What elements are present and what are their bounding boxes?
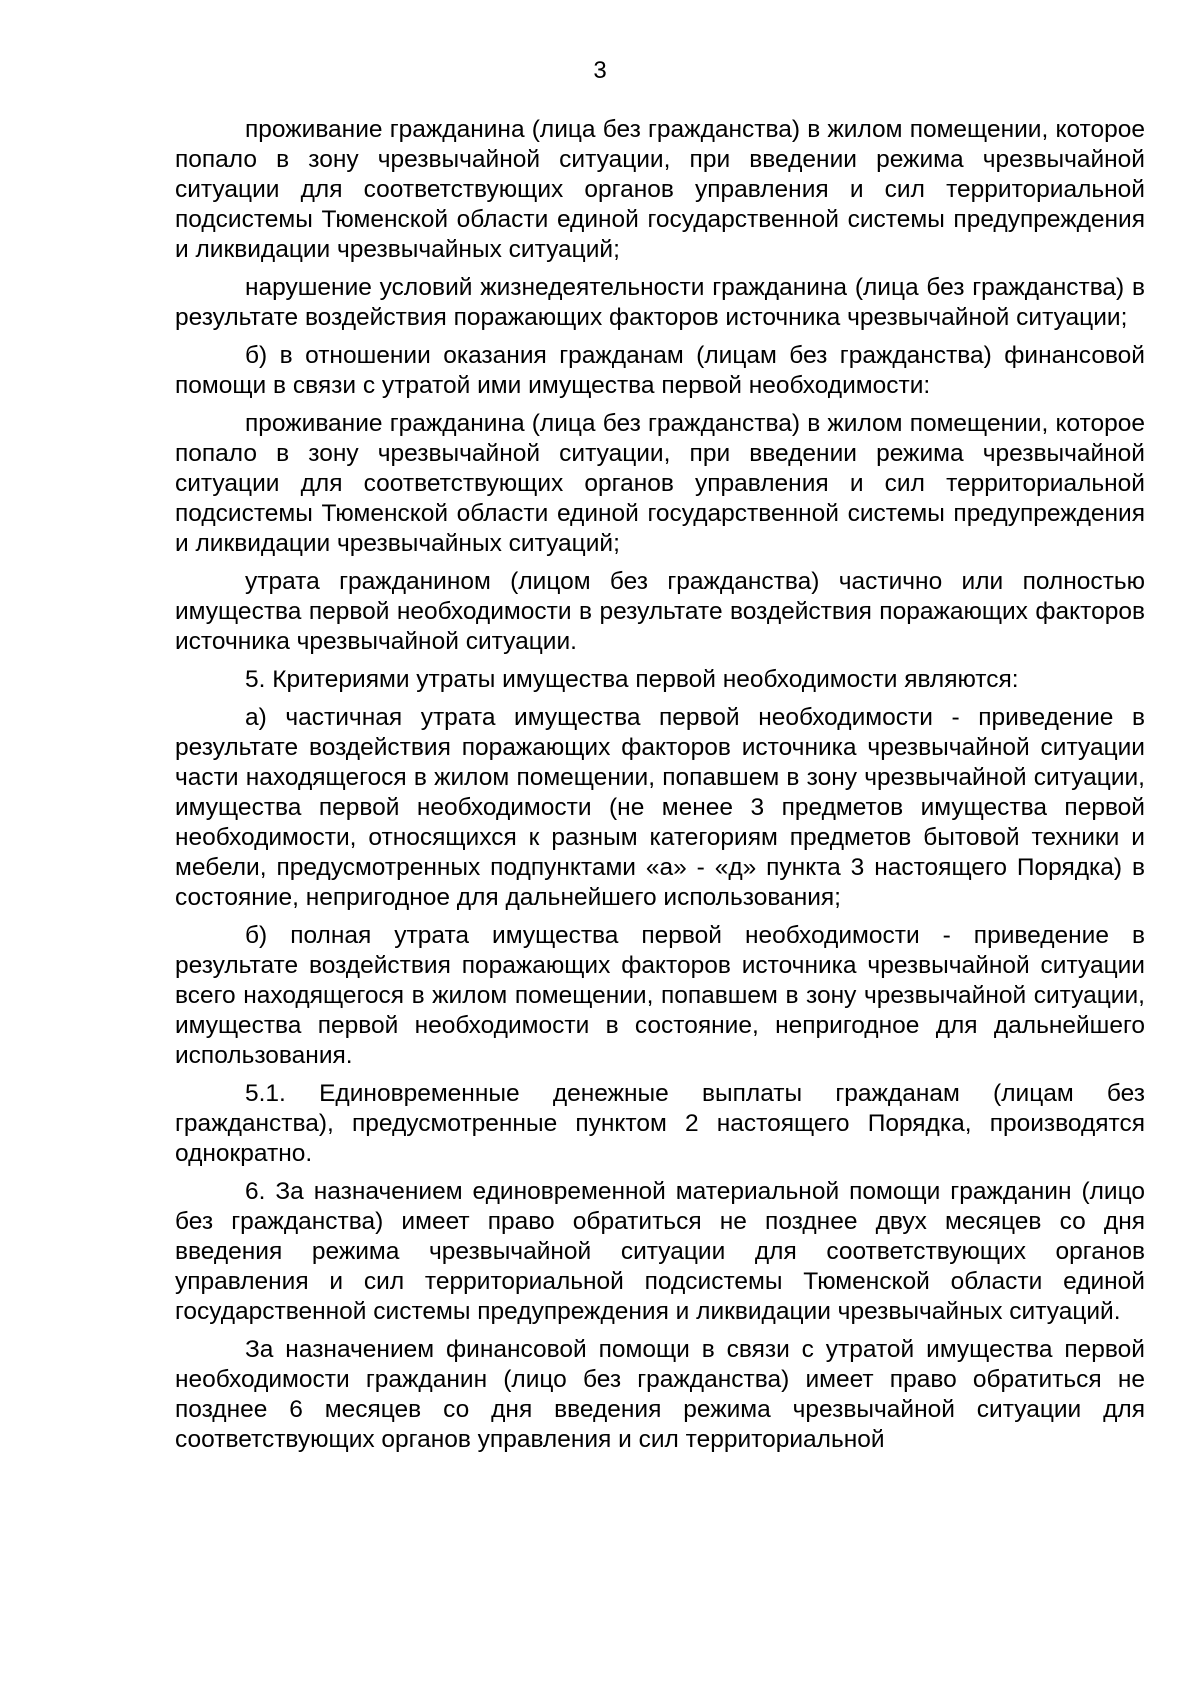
paragraph-partial-loss: а) частичная утрата имущества первой необходимости - приведение в результате воздействия поражающих факторов источника чрезвычайной ситуации части находящегося в жилом помещении, попавшем в зону чрезвычайной ситуации, имущества первой необходимости (не менее 3 предметов имущества первой необходимости, относящихся к разным категориям предметов бытовой техники и мебели, предусмотренных подпунктами «а» - «д» пункта 3 настоящего Порядка) в состояние, непригодное для дальнейшего использования; xyxy=(175,704,1145,911)
document-body xyxy=(175,115,1145,1463)
paragraph-item-5: 5. Критериями утраты имущества первой необходимости являются: xyxy=(245,666,1019,693)
paragraph-item-6: 6. За назначением единовременной материальной помощи гражданин (лицо без гражданства) имеет право обратиться не позднее двух месяцев со дня введения режима чрезвычайной ситуации для соответствующих органов управления и сил территориальной подсистемы Тюменской области единой государственной системы предупреждения и ликвидации чрезвычайных ситуаций. xyxy=(175,1178,1145,1325)
paragraph-property-loss: утрата гражданином (лицом без гражданства) частично или полностью имущества первой необходимости в результате воздействия поражающих факторов источника чрезвычайной ситуации. xyxy=(175,568,1145,655)
page-number: 3 xyxy=(593,57,607,84)
paragraph-residence-2: проживание гражданина (лица без гражданства) в жилом помещении, которое попало в зону чрезвычайной ситуации, при введении режима чрезвычайной ситуации для соответствующих органов управления и сил территориальной подсистемы Тюменской области единой государственной системы предупреждения и ликвидации чрезвычайных ситуаций; xyxy=(175,410,1145,557)
paragraph-item-5-1: 5.1. Единовременные денежные выплаты гражданам (лицам без гражданства), предусмотренные пунктом 2 настоящего Порядка, производятся однократно. xyxy=(175,1080,1145,1167)
paragraph-living-conditions: нарушение условий жизнедеятельности гражданина (лица без гражданства) в результате воздействия поражающих факторов источника чрезвычайной ситуации; xyxy=(175,274,1145,331)
paragraph-residence-1: проживание гражданина (лица без гражданства) в жилом помещении, которое попало в зону чрезвычайной ситуации, при введении режима чрезвычайной ситуации для соответствующих органов управления и сил территориальной подсистемы Тюменской области единой государственной системы предупреждения и ликвидации чрезвычайных ситуаций; xyxy=(175,116,1145,263)
paragraph-financial-aid-deadline: За назначением финансовой помощи в связи с утратой имущества первой необходимости гражданин (лицо без гражданства) имеет право обратиться не позднее 6 месяцев со дня введения режима чрезвычайной ситуации для соответствующих органов управления и сил территориальной xyxy=(175,1336,1145,1453)
paragraph-financial-aid-criteria: б) в отношении оказания гражданам (лицам без гражданства) финансовой помощи в связи с утратой ими имущества первой необходимости: xyxy=(175,342,1145,399)
paragraph-full-loss: б) полная утрата имущества первой необходимости - приведение в результате воздействия поражающих факторов источника чрезвычайной ситуации всего находящегося в жилом помещении, попавшем в зону чрезвычайной ситуации, имущества первой необходимости в состояние, непригодное для дальнейшего использования. xyxy=(175,922,1145,1069)
